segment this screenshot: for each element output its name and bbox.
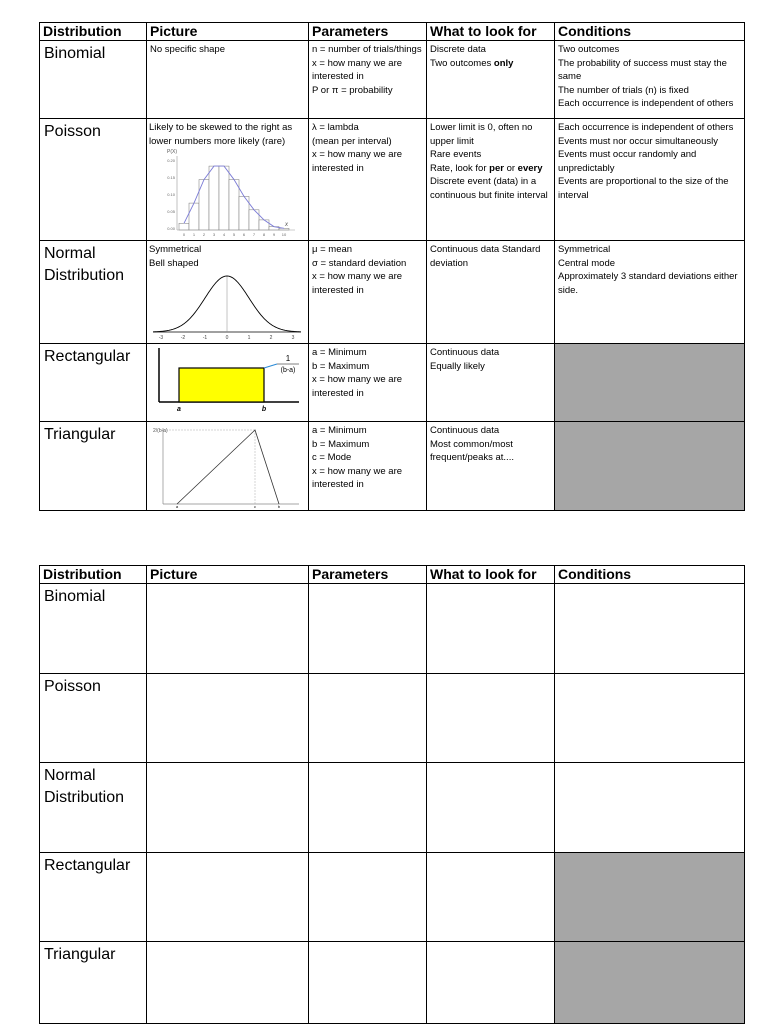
blank-cell[interactable] bbox=[309, 674, 427, 763]
conditions-cell-greyed bbox=[555, 422, 745, 511]
header-row bbox=[40, 566, 745, 584]
blank-cell[interactable] bbox=[555, 763, 745, 853]
look-line: Equally likely bbox=[430, 360, 485, 372]
normal-xtick: -1 bbox=[202, 335, 208, 340]
poisson-ylabel: P(X) bbox=[167, 149, 177, 155]
picture-cell bbox=[147, 422, 309, 511]
tri-a-label: a bbox=[175, 504, 179, 508]
rectangular-graph bbox=[149, 346, 305, 416]
poisson-ytick: 0.20 bbox=[167, 158, 175, 163]
poisson-ytick: 0.10 bbox=[167, 192, 175, 197]
look-line: Rare events bbox=[430, 149, 482, 160]
param-line: x = how many we are interested in bbox=[312, 374, 403, 399]
blank-row-poisson bbox=[40, 674, 745, 763]
poisson-xtick: 9 bbox=[272, 232, 276, 237]
conditions-cell bbox=[555, 41, 745, 119]
picture-cell bbox=[147, 241, 309, 344]
dist-name: Poisson bbox=[40, 119, 147, 241]
tri-b-label: b bbox=[277, 504, 281, 508]
parameters-cell bbox=[309, 41, 427, 119]
condition-line: The probability of success must stay the same bbox=[558, 57, 727, 82]
dist-name: Rectangular bbox=[40, 344, 147, 422]
condition-line: Each occurrence is independent of others bbox=[558, 98, 734, 109]
param-line: (mean per interval) bbox=[312, 135, 392, 147]
normal-xtick: 1 bbox=[247, 335, 251, 340]
poisson-bar bbox=[209, 166, 219, 230]
header-picture: Picture bbox=[147, 23, 309, 41]
normal-graph bbox=[149, 270, 305, 340]
look-line: Continuous data bbox=[430, 425, 500, 436]
dist-name: Poisson bbox=[40, 674, 147, 763]
blank-cell[interactable] bbox=[147, 763, 309, 853]
condition-line: The number of trials (n) is fixed bbox=[558, 84, 689, 96]
param-line: x = how many we are interested in bbox=[312, 57, 403, 82]
rect-pointer bbox=[264, 364, 277, 368]
blank-cell[interactable] bbox=[309, 853, 427, 942]
param-line: n = number of trials/things bbox=[312, 44, 422, 55]
header-conditions: Conditions bbox=[555, 566, 745, 584]
normal-xtick: 2 bbox=[269, 335, 273, 340]
condition-line: Events are proportional to the size of the interval bbox=[558, 176, 729, 201]
header-row bbox=[40, 23, 745, 41]
blank-row-rectangular bbox=[40, 853, 745, 942]
poisson-xtick: 0 bbox=[182, 232, 186, 237]
conditions-cell bbox=[555, 241, 745, 344]
blank-cell[interactable] bbox=[427, 763, 555, 853]
row-normal bbox=[40, 241, 745, 344]
picture-cell: No specific shape bbox=[147, 41, 309, 119]
param-line: x = how many we are interested in bbox=[312, 149, 403, 174]
param-line: x = how many we are interested in bbox=[312, 465, 403, 490]
param-line: a = Minimum bbox=[312, 347, 367, 358]
param-line: x = how many we are interested in bbox=[312, 271, 403, 296]
parameters-cell bbox=[309, 241, 427, 344]
tri-ylabel: 2/(b-a) bbox=[153, 428, 168, 434]
parameters-cell bbox=[309, 422, 427, 511]
look-line: Discrete event (data) in a continuous but finite interval bbox=[430, 176, 548, 201]
normal-xtick: -2 bbox=[180, 335, 186, 340]
picture-cell bbox=[147, 344, 309, 422]
header-picture: Picture bbox=[147, 566, 309, 584]
poisson-bar bbox=[179, 223, 189, 230]
look-for-cell bbox=[427, 41, 555, 119]
picture-cell bbox=[147, 119, 309, 241]
tri-shape bbox=[177, 430, 279, 504]
rect-height-num: 1 bbox=[285, 354, 291, 363]
poisson-bar bbox=[229, 180, 239, 230]
poisson-xtick: 10 bbox=[281, 232, 287, 237]
reference-table bbox=[39, 22, 745, 511]
blank-cell-greyed bbox=[555, 853, 745, 942]
rect-b-label: b bbox=[261, 406, 267, 413]
picture-description: Likely to be skewed to the right as lower numbers more likely (rare) bbox=[149, 122, 293, 147]
header-distribution: Distribution bbox=[40, 566, 147, 584]
dist-name: Normal Distribution bbox=[40, 241, 147, 344]
emphasis-only: only bbox=[493, 57, 514, 69]
poisson-bar bbox=[189, 203, 199, 230]
header-conditions: Conditions bbox=[555, 23, 745, 41]
blank-cell[interactable] bbox=[555, 584, 745, 674]
blank-worksheet-table bbox=[39, 565, 745, 1024]
dist-name: Normal Distribution bbox=[40, 763, 147, 853]
blank-cell[interactable] bbox=[309, 763, 427, 853]
poisson-xtick: 5 bbox=[232, 232, 236, 237]
look-line: Continuous data Standard deviation bbox=[430, 244, 541, 269]
look-for-cell bbox=[427, 344, 555, 422]
header-parameters: Parameters bbox=[309, 566, 427, 584]
normal-xtick: -3 bbox=[158, 335, 164, 340]
param-line: c = Mode bbox=[312, 452, 352, 463]
param-line: b = Maximum bbox=[312, 360, 370, 372]
blank-cell[interactable] bbox=[309, 942, 427, 1024]
param-line: σ = standard deviation bbox=[312, 257, 407, 269]
blank-cell[interactable] bbox=[555, 674, 745, 763]
row-rectangular bbox=[40, 344, 745, 422]
condition-line: Each occurrence is independent of others bbox=[558, 122, 734, 133]
header-parameters: Parameters bbox=[309, 23, 427, 41]
blank-row-triangular bbox=[40, 942, 745, 1024]
blank-cell[interactable] bbox=[427, 674, 555, 763]
row-triangular bbox=[40, 422, 745, 511]
look-line: Continuous data bbox=[430, 347, 500, 358]
row-poisson bbox=[40, 119, 745, 241]
conditions-cell bbox=[555, 119, 745, 241]
condition-line: Approximately 3 standard deviations either side. bbox=[558, 271, 738, 296]
header-what-to-look-for: What to look for bbox=[427, 566, 555, 584]
param-line: a = Minimum bbox=[312, 425, 367, 436]
poisson-ytick: 0.15 bbox=[167, 175, 175, 180]
tri-c-label: c bbox=[254, 504, 256, 508]
parameters-cell bbox=[309, 119, 427, 241]
blank-row-normal bbox=[40, 763, 745, 853]
parameters-cell bbox=[309, 344, 427, 422]
poisson-ytick: 0.00 bbox=[167, 226, 175, 231]
picture-description: Symmetrical bbox=[149, 244, 202, 255]
param-line: λ = lambda bbox=[312, 122, 359, 133]
normal-xtick: 3 bbox=[291, 335, 295, 340]
poisson-xlabel: x bbox=[285, 222, 288, 228]
condition-line: Symmetrical bbox=[558, 244, 611, 255]
condition-line: Events must nor occur simultaneously bbox=[558, 135, 718, 147]
poisson-xtick: 7 bbox=[252, 232, 256, 237]
look-line: Rate, look for per or every bbox=[430, 162, 543, 174]
triangular-graph bbox=[149, 424, 305, 508]
row-binomial bbox=[40, 41, 745, 119]
condition-line: Central mode bbox=[558, 257, 616, 269]
blank-cell[interactable] bbox=[427, 853, 555, 942]
blank-row-binomial bbox=[40, 584, 745, 674]
poisson-xtick: 2 bbox=[202, 232, 206, 237]
condition-line: Two outcomes bbox=[558, 44, 620, 55]
blank-cell[interactable] bbox=[427, 942, 555, 1024]
poisson-bar bbox=[219, 166, 229, 230]
dist-name: Binomial bbox=[40, 584, 147, 674]
blank-cell[interactable] bbox=[147, 674, 309, 763]
emphasis-every: every bbox=[517, 162, 543, 174]
conditions-cell-greyed bbox=[555, 344, 745, 422]
normal-xtick: 0 bbox=[225, 335, 229, 340]
blank-cell[interactable] bbox=[427, 584, 555, 674]
look-line: Lower limit is 0, often no upper limit bbox=[430, 122, 533, 147]
poisson-xtick: 8 bbox=[262, 232, 266, 237]
blank-cell[interactable] bbox=[309, 584, 427, 674]
look-line: Most common/most frequent/peaks at.... bbox=[430, 438, 514, 463]
look-line: Discrete data bbox=[430, 44, 486, 55]
dist-name: Triangular bbox=[40, 422, 147, 511]
blank-cell[interactable] bbox=[147, 942, 309, 1024]
blank-cell-greyed bbox=[555, 942, 745, 1024]
header-distribution: Distribution bbox=[40, 23, 147, 41]
poisson-xtick: 6 bbox=[242, 232, 246, 237]
poisson-bar bbox=[259, 220, 269, 230]
blank-cell[interactable] bbox=[147, 584, 309, 674]
rect-height-den: (b-a) bbox=[280, 367, 296, 374]
look-for-cell bbox=[427, 422, 555, 511]
picture-description: Bell shaped bbox=[149, 257, 199, 269]
blank-cell[interactable] bbox=[147, 853, 309, 942]
poisson-graph bbox=[149, 148, 305, 238]
look-line: Two outcomes only bbox=[430, 57, 514, 69]
look-for-cell bbox=[427, 241, 555, 344]
param-line: μ = mean bbox=[312, 244, 353, 255]
poisson-xtick: 1 bbox=[192, 232, 196, 237]
header-what-to-look-for: What to look for bbox=[427, 23, 555, 41]
rect-a-label: a bbox=[177, 406, 181, 413]
poisson-xtick: 3 bbox=[212, 232, 216, 237]
poisson-xtick: 4 bbox=[222, 232, 226, 237]
dist-name: Rectangular bbox=[40, 853, 147, 942]
poisson-ytick: 0.05 bbox=[167, 209, 175, 214]
look-for-cell bbox=[427, 119, 555, 241]
emphasis-per: per bbox=[489, 162, 504, 174]
rect-area bbox=[179, 368, 264, 402]
dist-name: Binomial bbox=[40, 41, 147, 119]
param-line: b = Maximum bbox=[312, 438, 370, 450]
dist-name: Triangular bbox=[40, 942, 147, 1024]
param-line: P or π = probability bbox=[312, 84, 393, 96]
condition-line: Events must occur randomly and unpredictably bbox=[558, 149, 697, 174]
